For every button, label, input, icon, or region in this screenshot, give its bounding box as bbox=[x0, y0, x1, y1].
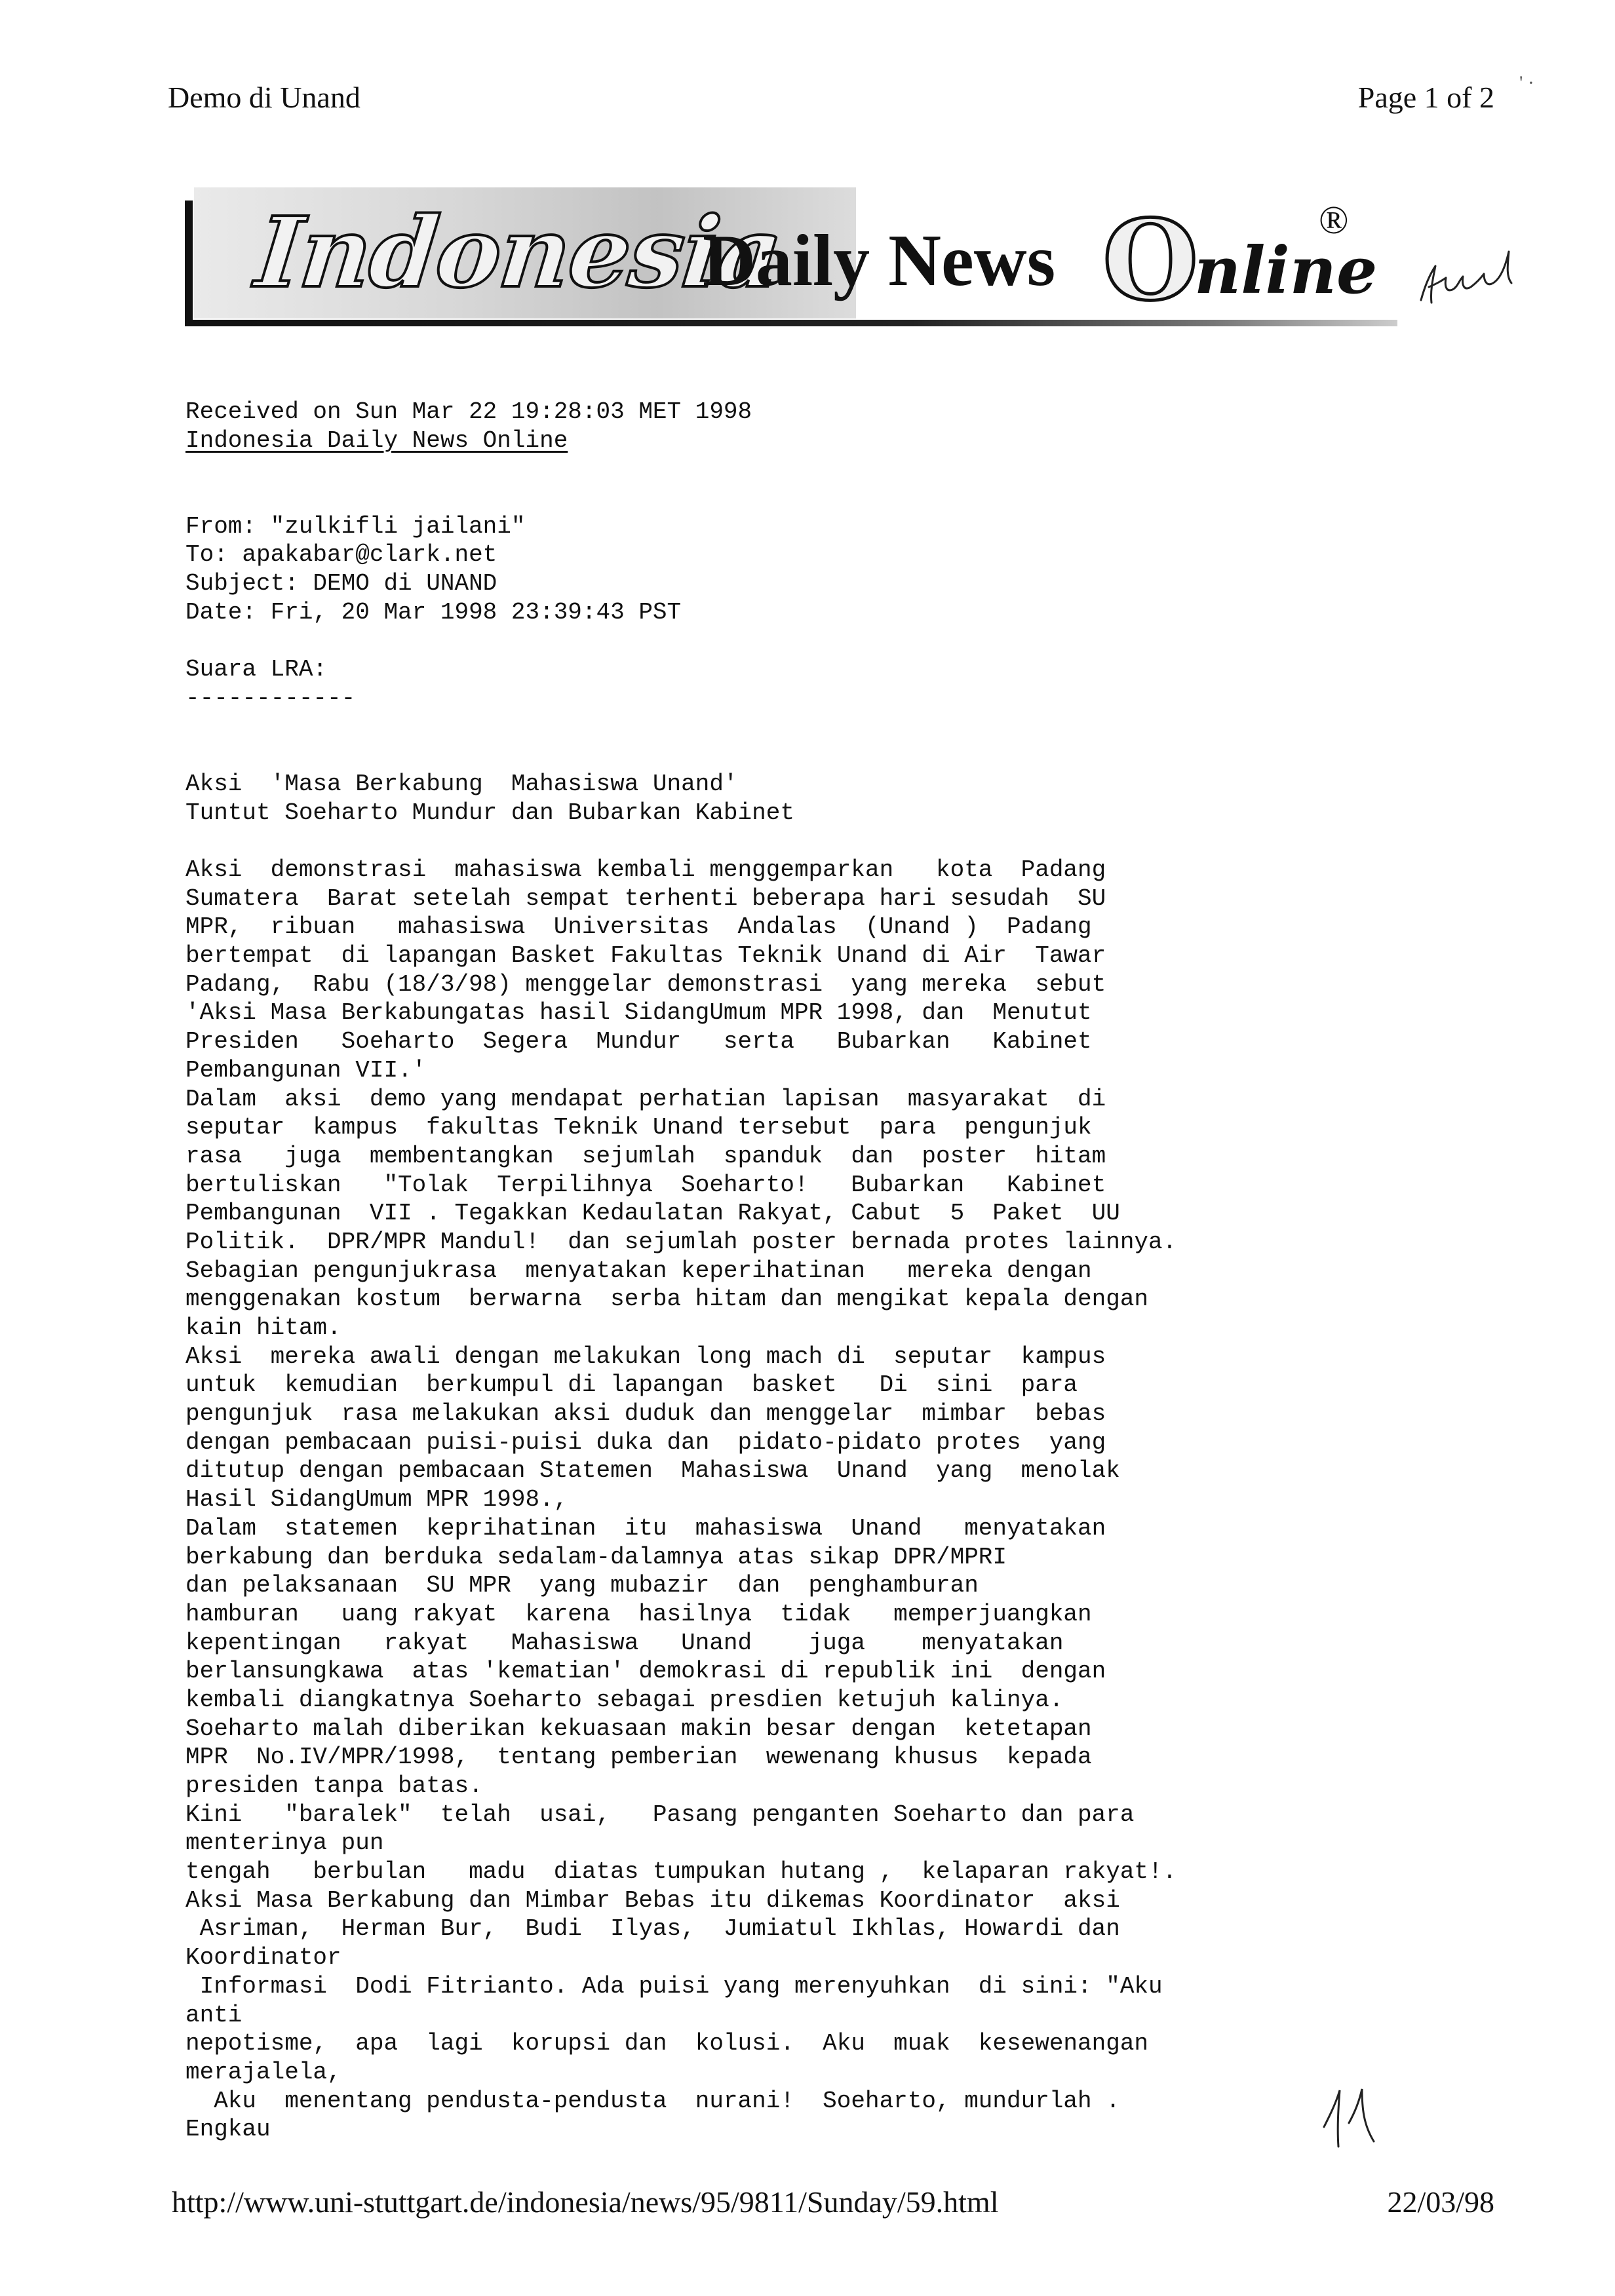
banner-online-rest: nline bbox=[1194, 233, 1378, 309]
body-line: Padang, Rabu (18/3/98) menggelar demonstrasi yang mereka sebut bbox=[185, 970, 1106, 998]
body-line: Aksi mereka awali dengan melakukan long mach di seputar kampus bbox=[185, 1343, 1106, 1370]
body-line: MPR No.IV/MPR/1998, tentang pemberian wewenang khusus kepada bbox=[185, 1744, 1092, 1771]
footer-url[interactable]: http://www.uni-stuttgart.de/indonesia/news/95/9811/Sunday/59.html bbox=[172, 2185, 999, 2219]
body-line: merajalela, bbox=[185, 2058, 341, 2086]
banner-online-initial: O bbox=[1102, 195, 1199, 325]
date-line: Date: Fri, 20 Mar 1998 23:39:43 PST bbox=[185, 598, 682, 626]
corner-mark: ' · bbox=[1519, 72, 1534, 94]
body-line: berkabung dan berduka sedalam-dalamnya atas sikap DPR/MPRI bbox=[185, 1543, 1007, 1571]
body-line: menggenakan kostum berwarna serba hitam dan mengikat kepala dengan bbox=[185, 1286, 1149, 1313]
received-line: Received on Sun Mar 22 19:28:03 MET 1998 bbox=[185, 398, 752, 425]
body-line: Soeharto malah diberikan kekuasaan makin besar dengan ketetapan bbox=[185, 1715, 1092, 1742]
body-line: berlansungkawa atas 'kematian' demokrasi di republik ini dengan bbox=[185, 1658, 1106, 1685]
body-line: Kini "baralek" telah usai, Pasang penganten Soeharto dan para bbox=[185, 1801, 1135, 1828]
page-number: Page 1 of 2 bbox=[1357, 81, 1494, 114]
body-line: dengan pembacaan puisi-puisi duka dan pidato-pidato protes yang bbox=[185, 1428, 1106, 1456]
body-line: anti bbox=[185, 2001, 243, 2029]
subject-line: Subject: DEMO di UNAND bbox=[185, 570, 497, 598]
body-line: Pembangunan VII . Tegakkan Kedaulatan Rakyat, Cabut 5 Paket UU bbox=[185, 1200, 1120, 1227]
body-line: Presiden Soeharto Segera Mundur serta Bubarkan Kabinet bbox=[185, 1028, 1092, 1056]
body-line: dan pelaksanaan SU MPR yang mubazir dan penghamburan bbox=[185, 1572, 979, 1599]
banner-horizontal-rule bbox=[185, 320, 1397, 326]
body-line: hamburan uang rakyat karena hasilnya tidak memperjuangkan bbox=[185, 1600, 1092, 1628]
body-line: MPR, ribuan mahasiswa Universitas Andalas (Unand ) Padang bbox=[185, 913, 1092, 941]
source-link[interactable]: Indonesia Daily News Online bbox=[185, 427, 568, 454]
headline-line-2: Tuntut Soeharto Mundur dan Bubarkan Kabinet bbox=[185, 799, 794, 826]
body-line: kepentingan rakyat Mahasiswa Unand juga menyatakan bbox=[185, 1629, 1064, 1656]
body-line: untuk kemudian berkumpul di lapangan basket Di sini para bbox=[185, 1371, 1078, 1399]
body-line: kain hitam. bbox=[185, 1314, 341, 1341]
body-line: rasa juga membentangkan sejumlah spanduk dan poster hitam bbox=[185, 1142, 1106, 1170]
body-line: seputar kampus fakultas Teknik Unand tersebut para pengunjuk bbox=[185, 1114, 1092, 1141]
body-line: presiden tanpa batas. bbox=[185, 1772, 483, 1799]
section-label: Suara LRA: bbox=[185, 656, 328, 683]
handwritten-signature bbox=[1416, 240, 1521, 312]
email-body bbox=[185, 398, 1398, 2144]
body-line: 'Aksi Masa Berkabungatas hasil SidangUmum MPR 1998, dan Menutut bbox=[185, 999, 1092, 1027]
banner-vertical-rule bbox=[185, 201, 193, 325]
body-line: Dalam aksi demo yang mendapat perhatian lapisan masyarakat di bbox=[185, 1085, 1106, 1113]
section-rule: ------------ bbox=[185, 684, 356, 712]
body-line: Hasil SidangUmum MPR 1998., bbox=[185, 1486, 568, 1514]
handwritten-page-mark bbox=[1311, 2081, 1383, 2153]
body-line: tengah berbulan madu diatas tumpukan hutang , kelaparan rakyat!. bbox=[185, 1858, 1177, 1886]
body-line: menterinya pun bbox=[185, 1829, 384, 1857]
body-line: Engkau bbox=[185, 2116, 271, 2143]
registered-mark: ® bbox=[1319, 199, 1349, 242]
body-line: bertuliskan "Tolak Terpilihnya Soeharto! Bubarkan Kabinet bbox=[185, 1171, 1106, 1198]
body-line: bertempat di lapangan Basket Fakultas Teknik Unand di Air Tawar bbox=[185, 942, 1106, 970]
body-line: Aksi Masa Berkabung dan Mimbar Bebas itu dikemas Koordinator aksi bbox=[185, 1886, 1120, 1914]
from-line: From: "zulkifli jailani" bbox=[185, 512, 526, 540]
body-line: ditutup dengan pembacaan Statemen Mahasiswa Unand yang menolak bbox=[185, 1457, 1120, 1485]
body-line: Politik. DPR/MPR Mandul! dan sejumlah poster bernada protes lainnya. bbox=[185, 1228, 1177, 1255]
body-line: Asriman, Herman Bur, Budi Ilyas, Jumiatul Ikhlas, Howardi dan bbox=[185, 1915, 1120, 1943]
body-line: pengunjuk rasa melakukan aksi duduk dan menggelar mimbar bebas bbox=[185, 1400, 1106, 1428]
page-header-title: Demo di Unand bbox=[168, 81, 360, 114]
body-line: Aksi demonstrasi mahasiswa kembali menggemparkan kota Padang bbox=[185, 856, 1106, 883]
banner-script-word: Indonesia bbox=[250, 195, 787, 309]
body-line: Pembangunan VII.' bbox=[185, 1056, 427, 1084]
body-line: Koordinator bbox=[185, 1944, 341, 1972]
body-line: nepotisme, apa lagi korupsi dan kolusi. Aku muak kesewenangan bbox=[185, 2030, 1149, 2057]
body-line: Informasi Dodi Fitrianto. Ada puisi yang merenyuhkan di sini: "Aku bbox=[185, 1972, 1163, 2000]
body-line: Sebagian pengunjukrasa menyatakan keperihatinan mereka dengan bbox=[185, 1257, 1092, 1284]
masthead-banner bbox=[185, 185, 1397, 329]
body-line: Dalam statemen keprihatinan itu mahasiswa Unand menyatakan bbox=[185, 1514, 1106, 1542]
body-line: Sumatera Barat setelah sempat terhenti beberapa hari sesudah SU bbox=[185, 885, 1106, 912]
body-line: Aku menentang pendusta-pendusta nurani! Soeharto, mundurlah . bbox=[185, 2087, 1120, 2114]
headline-line-1: Aksi 'Masa Berkabung Mahasiswa Unand' bbox=[185, 770, 738, 797]
body-line: kembali diangkatnya Soeharto sebagai presdien ketujuh kalinya. bbox=[185, 1686, 1064, 1713]
footer-date: 22/03/98 bbox=[1387, 2185, 1494, 2219]
to-line: To: apakabar@clark.net bbox=[185, 541, 497, 569]
banner-words: Daily News bbox=[703, 220, 1056, 301]
